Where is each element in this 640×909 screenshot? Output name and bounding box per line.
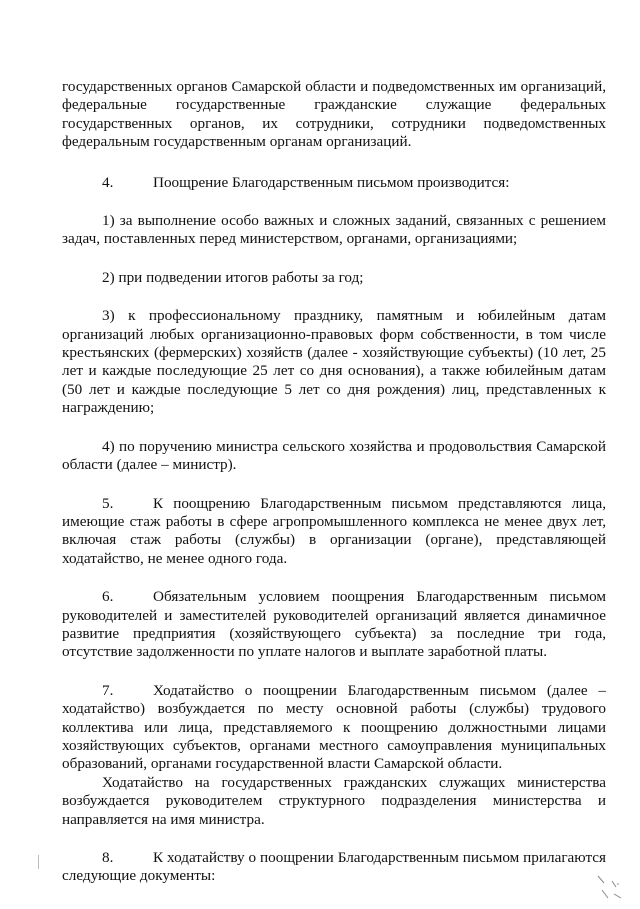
item-text: Ходатайство о поощрении Благодарственным письмом (далее – ходатайство) возбуждается по месту основной работы (службы) трудового коллектива или лица, представляемого к поощрению должностными лицами хозяйствующих субъектов, органами местного самоуправления муниципальных образований, органами государственной власти Самарской области. — [62, 681, 606, 773]
item-text: К поощрению Благодарственным письмом представляются лица, имеющие стаж работы в сфере агропромышленного комплекса не менее двух лет, включая стаж работы (службы) в организации (органе), представляющей ходатайство, не менее одного года. — [62, 494, 606, 567]
item-number: 5. — [102, 494, 114, 512]
paragraph-item-7-continued: Ходатайство на государственных гражданских служащих министерства возбуждается руководителем структурного подразделения министерства и направляется на имя министра. — [62, 773, 606, 828]
subitem-4-3: 3) к профессиональному празднику, памятным и юбилейным датам организаций любых организационно-правовых форм собственности, в том числе крестьянских (фермерских) хозяйств (далее - хозяйствующие субъекты) (10 лет, 25 лет и каждые последующие 25 лет со дня основания), а также юбилейным датам (50 лет и каждые последующие 5 лет со дня рождения) лиц, представленных к награждению; — [62, 307, 606, 417]
paragraph-item-8 — [62, 849, 606, 886]
subitem-4-1: 1) за выполнение особо важных и сложных заданий, связанных с решением задач, поставленных перед министерством, органами, организациями; — [62, 212, 606, 248]
document-page — [62, 78, 606, 886]
subitem-4-2: 2) при подведении итогов работы за год; — [102, 268, 364, 286]
handwritten-mark-icon — [594, 872, 624, 902]
item-number: 4. — [102, 173, 114, 191]
item-text: Поощрение Благодарственным письмом производится: — [153, 173, 510, 191]
scan-speck — [38, 855, 39, 869]
paragraph-item-4 — [62, 174, 606, 192]
item-text: К ходатайству о поощрении Благодарственным письмом прилагаются следующие документы: — [62, 849, 606, 885]
item-text: Обязательным условием поощрения Благодарственным письмом руководителей и заместителей руководителей организаций является динамичное развитие предприятия (хозяйствующего субъекта) за последние три года, отсутствие задолженности по уплате налогов и выплате заработной платы. — [62, 588, 606, 661]
item-number: 8. — [102, 849, 114, 866]
paragraph-item-7 — [62, 682, 606, 774]
item-number: 7. — [102, 681, 114, 699]
paragraph-continuation: государственных органов Самарской области и подведомственных им организаций, федеральные государственные гражданские служащие федеральных государственных органов, их сотрудники, сотрудники подведомственных федеральным государственным органам организаций. — [62, 78, 606, 151]
subitem-4-4: 4) по поручению министра сельского хозяйства и продовольствия Самарской области (далее – министр). — [62, 437, 606, 474]
paragraph-item-5 — [62, 495, 606, 569]
paragraph-item-6 — [62, 588, 606, 662]
item-number: 6. — [102, 588, 114, 606]
